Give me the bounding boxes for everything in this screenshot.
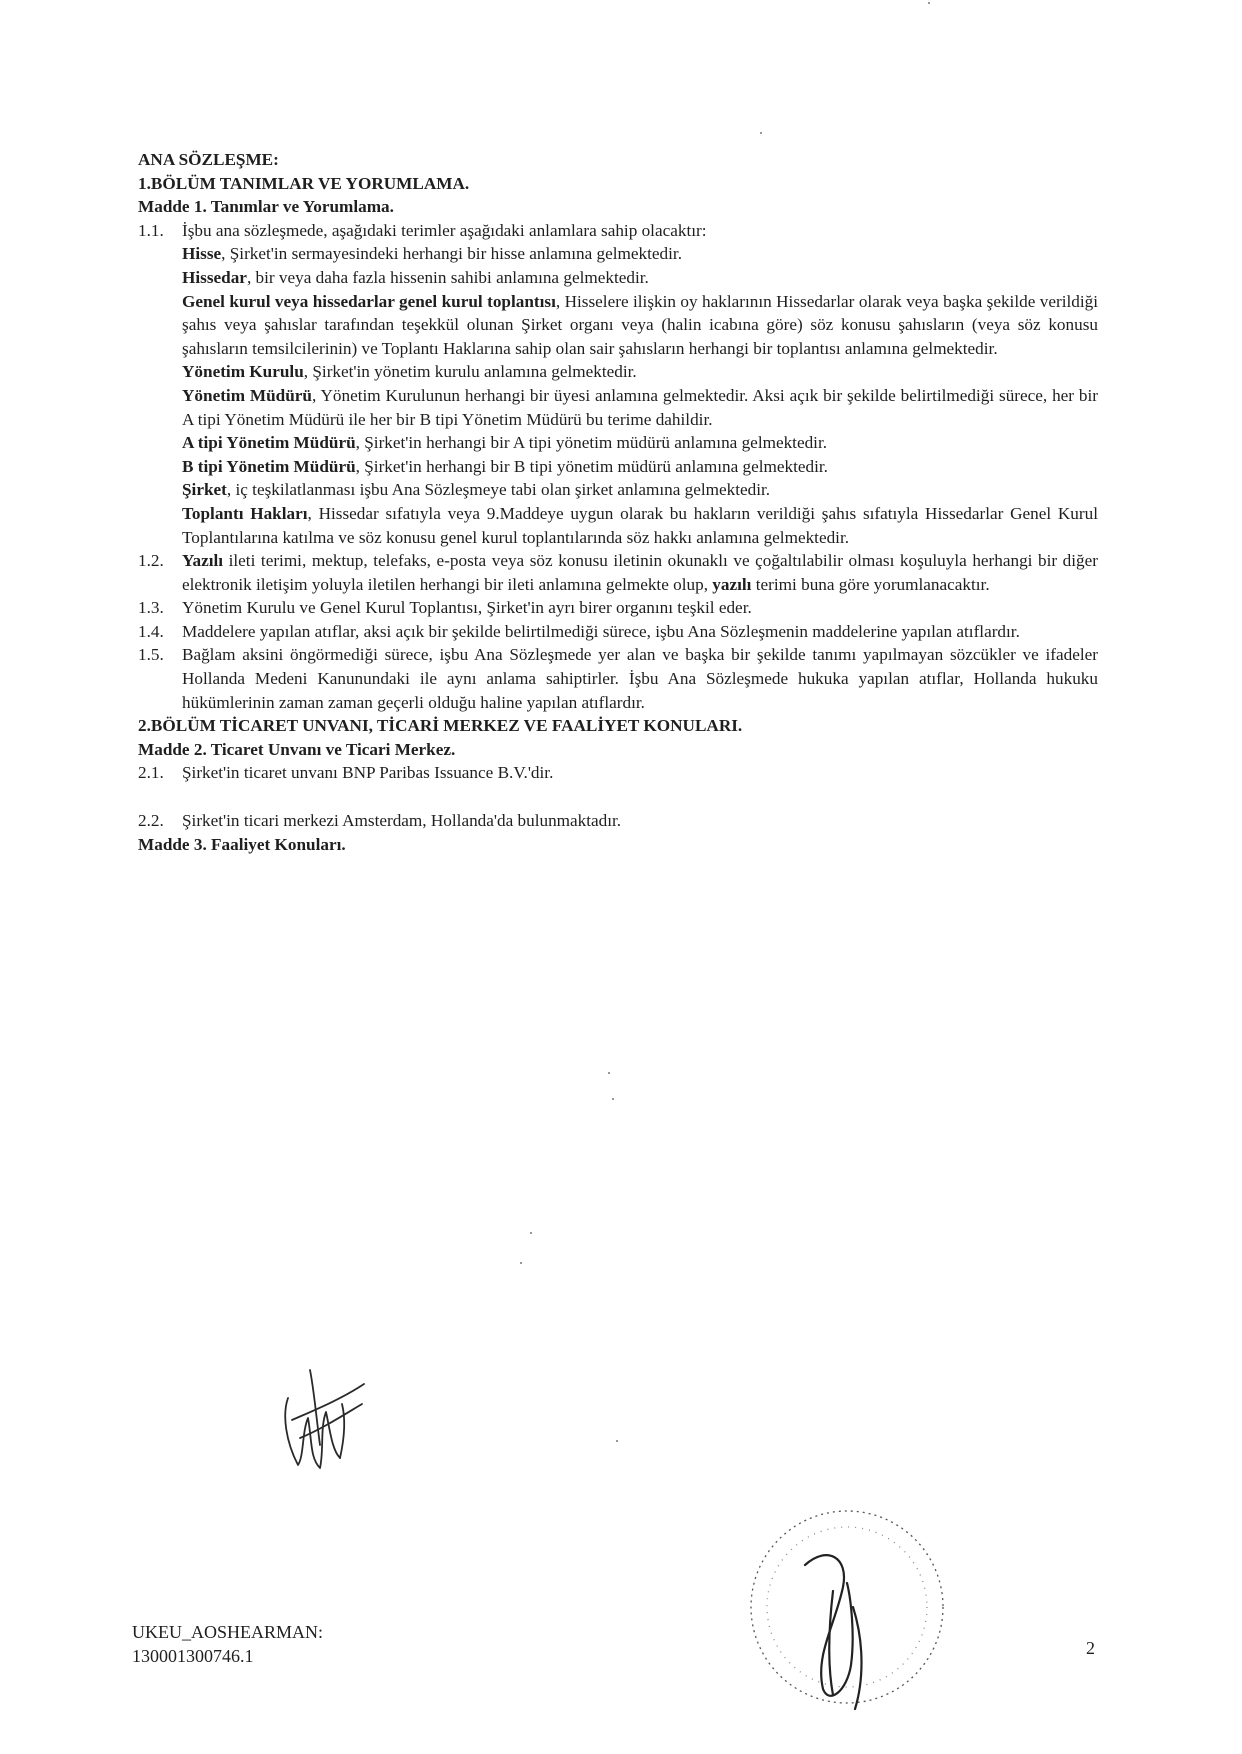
clause-number: 1.2. <box>138 551 164 571</box>
definition-term: A tipi Yönetim Müdürü <box>182 433 356 453</box>
clause-number: 1.1. <box>138 220 164 240</box>
clause-text: İşbu ana sözleşmede, aşağıdaki terimler aşağıdaki anlamlara sahip olacaktır: <box>182 220 707 240</box>
clause-text: Şirket'in ticaret unvanı BNP Paribas Issuance B.V.'dir. <box>182 763 554 783</box>
clause-1-2 <box>138 549 1098 596</box>
clause-text-part: terimi buna göre yorumlanacaktır. <box>751 574 990 594</box>
document-footer <box>132 1620 323 1668</box>
section-1-heading: 1.BÖLÜM TANIMLAR VE YORUMLAMA. <box>138 173 470 193</box>
scan-speck <box>520 1262 522 1264</box>
article-3-heading: Madde 3. Faaliyet Konuları. <box>138 834 346 854</box>
scan-speck <box>608 1072 610 1074</box>
clause-1-3 <box>138 596 1098 620</box>
definition-b-tipi <box>182 455 1098 479</box>
definition-term: Şirket <box>182 480 227 500</box>
clause-2-2 <box>138 809 1098 833</box>
spacer <box>138 785 1098 809</box>
definition-term: Genel kurul veya hissedarlar genel kurul toplantısı <box>182 291 556 311</box>
definition-a-tipi <box>182 431 1098 455</box>
clause-number: 1.4. <box>138 621 164 641</box>
clause-1-1 <box>138 219 1098 243</box>
clause-number: 1.3. <box>138 598 164 618</box>
document-body <box>138 148 1098 856</box>
definition-text: , Şirket'in herhangi bir A tipi yönetim müdürü anlamına gelmektedir. <box>355 433 828 453</box>
definition-genel-kurul <box>182 290 1098 361</box>
clause-text: Yönetim Kurulu ve Genel Kurul Toplantısı, Şirket'in ayrı birer organını teşkil eder. <box>182 598 752 618</box>
clause-number: 2.1. <box>138 763 164 783</box>
definition-yonetim-muduru <box>182 384 1098 431</box>
section-2-heading: 2.BÖLÜM TİCARET UNVANI, TİCARİ MERKEZ VE FAALİYET KONULARI. <box>138 716 743 736</box>
footer-reference-line2: 130001300746.1 <box>132 1646 254 1666</box>
definition-text: , iç teşkilatlanması işbu Ana Sözleşmeye tabi olan şirket anlamına gelmektedir. <box>226 480 771 500</box>
definition-term: B tipi Yönetim Müdürü <box>182 456 356 476</box>
definition-text: , Şirket'in yönetim kurulu anlamına gelmektedir. <box>303 362 637 382</box>
clause-term: yazılı <box>712 574 752 594</box>
definition-text: , Yönetim Kurulunun herhangi bir üyesi anlamına gelmektedir. Aksi açık bir şekilde belirtilmediği sürece, her bir A tipi Yönetim Müdürü ile her bir B tipi Yönetim Müdürü bu terime dahildir. <box>182 385 1098 429</box>
definition-hisse <box>182 242 1098 266</box>
article-2-heading: Madde 2. Ticaret Unvanı ve Ticari Merkez. <box>138 739 456 759</box>
definition-term: Yönetim Müdürü <box>182 385 312 405</box>
scan-speck <box>530 1232 532 1234</box>
scan-speck <box>616 1440 618 1442</box>
clause-number: 2.2. <box>138 811 164 831</box>
clause-1-4 <box>138 620 1098 644</box>
definition-toplanti-haklari <box>182 502 1098 549</box>
clause-term: Yazılı <box>182 551 224 571</box>
definition-text: , Şirket'in sermayesindeki herhangi bir hisse anlamına gelmektedir. <box>221 244 682 264</box>
definition-term: Hissedar <box>182 267 247 287</box>
article-1-heading: Madde 1. Tanımlar ve Yorumlama. <box>138 197 394 217</box>
signature-icon <box>280 1360 370 1480</box>
definition-sirket <box>182 478 1098 502</box>
page-number: 2 <box>1086 1638 1095 1658</box>
clause-2-1 <box>138 761 1098 785</box>
definition-text: , bir veya daha fazla hissenin sahibi anlamına gelmektedir. <box>246 267 649 287</box>
seal-stamp-icon <box>735 1495 965 1725</box>
definition-text: , Şirket'in herhangi bir B tipi yönetim müdürü anlamına gelmektedir. <box>355 456 828 476</box>
definition-term: Toplantı Hakları <box>182 503 308 523</box>
clause-text: Maddelere yapılan atıflar, aksi açık bir şekilde belirtilmediği sürece, işbu Ana Sözleşmenin maddelerine yapılan atıflardır. <box>182 621 1020 641</box>
clause-text: Bağlam aksini öngörmediği sürece, işbu Ana Sözleşmede yer alan ve başka bir şekilde tanımı yapılmayan sözcükler ve ifadeler Hollanda Medeni Kanunundaki ile aynı anlama sahiptirler. İşbu Ana Sözleşmede hukuka yapılan atıflar, Hollanda hukuku hükümlerinin zaman zaman geçerli olduğu haline yapılan atıflardır. <box>182 645 1098 712</box>
clause-text: Şirket'in ticari merkezi Amsterdam, Hollanda'da bulunmaktadır. <box>182 811 622 831</box>
scan-speck <box>760 132 762 134</box>
definition-yonetim-kurulu <box>182 360 1098 384</box>
definition-term: Hisse <box>182 244 222 264</box>
definition-text: , Hissedar sıfatıyla veya 9.Maddeye uygun olarak bu hakların verildiği şahıs sıfatıyla Hissedarlar Genel Kurul Toplantılarına katılma ve söz konusu genel kurul toplantılarında söz hakkı anlamına gelmektedir. <box>182 503 1098 547</box>
clause-1-5 <box>138 643 1098 714</box>
definition-term: Yönetim Kurulu <box>182 362 304 382</box>
clause-number: 1.5. <box>138 645 164 665</box>
scan-speck <box>612 1098 614 1100</box>
footer-reference-line1: UKEU_AOSHEARMAN: <box>132 1622 324 1642</box>
document-title: ANA SÖZLEŞME: <box>138 150 279 169</box>
definition-hissedar <box>182 266 1098 290</box>
clause-text <box>182 549 1098 596</box>
definition-text: , Hisselere ilişkin oy haklarının Hissedarlar olarak veya başka şekilde verildiği şahıs veya şahıslar tarafından teşekkül olunan Şirket organı veya (halin icabına göre) söz konusu şahısların (veya söz konusu şahısların temsilcilerinin) ve Toplantı Haklarına sahip olan sair şahısların herhangi bir toplantısı anlamına gelmektedir. <box>182 291 1098 358</box>
clause-text-part: ileti terimi, mektup, telefaks, e-posta veya söz konusu iletinin okunaklı ve çoğaltılabilir olması koşuluyla herhangi bir diğer elektronik iletişim yoluyla iletilen herhangi bir ileti anlamına gelmekte olup, <box>182 551 1098 594</box>
scan-speck <box>928 2 930 4</box>
